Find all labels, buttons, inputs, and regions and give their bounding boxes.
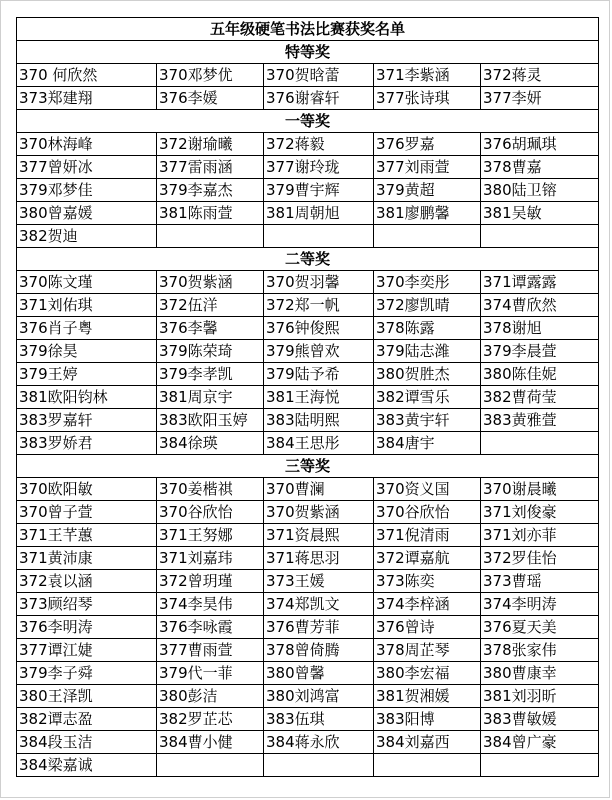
- winner-cell: 377李妍: [481, 87, 599, 110]
- table-row: [17, 593, 599, 616]
- winner-cell: [481, 225, 599, 248]
- winner-cell: 382罗芷芯: [157, 708, 264, 731]
- winner-cell: 379熊曾欢: [264, 340, 374, 363]
- winner-cell: 376曹芳菲: [264, 616, 374, 639]
- winner-cell: 371刘嘉玮: [157, 547, 264, 570]
- award-table: [16, 17, 599, 777]
- winner-cell: 374李梓涵: [374, 593, 481, 616]
- winner-cell: 373曹瑶: [481, 570, 599, 593]
- winner-cell: 381陈雨萱: [157, 202, 264, 225]
- section-header-row: [17, 248, 599, 271]
- winner-cell: 370谷欣怡: [157, 501, 264, 524]
- winner-cell: 382贺迪: [17, 225, 157, 248]
- winner-cell: [157, 225, 264, 248]
- winner-cell: 376李咏霞: [157, 616, 264, 639]
- winner-cell: 372蒋灵: [481, 64, 599, 87]
- winner-cell: 372谢瑜曦: [157, 133, 264, 156]
- table-row: [17, 294, 599, 317]
- winner-cell: 376胡珮琪: [481, 133, 599, 156]
- winner-cell: 379曹宇辉: [264, 179, 374, 202]
- winner-cell: 381贺湘媛: [374, 685, 481, 708]
- table-row: [17, 639, 599, 662]
- table-row: [17, 616, 599, 639]
- winner-cell: 372蒋毅: [264, 133, 374, 156]
- winner-cell: 371倪清雨: [374, 524, 481, 547]
- winner-cell: 384段玉洁: [17, 731, 157, 754]
- winner-cell: 378谢旭: [481, 317, 599, 340]
- winner-cell: 376李媛: [157, 87, 264, 110]
- winner-cell: 376谢睿轩: [264, 87, 374, 110]
- winner-cell: 379陈荣琦: [157, 340, 264, 363]
- winner-cell: 371谭露露: [481, 271, 599, 294]
- winner-cell: 383罗嘉轩: [17, 409, 157, 432]
- winner-cell: 379黄超: [374, 179, 481, 202]
- winner-cell: 370贺羽馨: [264, 271, 374, 294]
- winner-cell: 370资义国: [374, 478, 481, 501]
- winner-cell: 384曾广豪: [481, 731, 599, 754]
- winner-cell: 374郑凯文: [264, 593, 374, 616]
- winner-cell: 377雷雨涵: [157, 156, 264, 179]
- table-row: [17, 340, 599, 363]
- table-row: [17, 478, 599, 501]
- winner-cell: [264, 754, 374, 777]
- winner-cell: 380陆卫镕: [481, 179, 599, 202]
- section-header-row: [17, 455, 599, 478]
- table-row: [17, 317, 599, 340]
- title-row: [17, 18, 599, 41]
- winner-cell: 382谭志盈: [17, 708, 157, 731]
- winner-cell: 380贺胜杰: [374, 363, 481, 386]
- winner-cell: [264, 225, 374, 248]
- winner-cell: 382曹荷莹: [481, 386, 599, 409]
- winner-cell: 379李晨萱: [481, 340, 599, 363]
- winner-cell: 384蒋永欣: [264, 731, 374, 754]
- winner-cell: 378张家伟: [481, 639, 599, 662]
- winner-cell: 370曹澜: [264, 478, 374, 501]
- winner-cell: 379李子舜: [17, 662, 157, 685]
- winner-cell: [374, 225, 481, 248]
- winner-cell: 379李孝凯: [157, 363, 264, 386]
- winner-cell: 374李昊伟: [157, 593, 264, 616]
- winner-cell: 384徐瑛: [157, 432, 264, 455]
- winner-cell: 381王海悦: [264, 386, 374, 409]
- table-row: [17, 179, 599, 202]
- winner-cell: 383欧阳玉婷: [157, 409, 264, 432]
- section-header-row: [17, 41, 599, 64]
- winner-cell: 376曾诗: [374, 616, 481, 639]
- winner-cell: 380曹康幸: [481, 662, 599, 685]
- winner-cell: 376肖子粤: [17, 317, 157, 340]
- winner-cell: 384曹小健: [157, 731, 264, 754]
- winner-cell: 373王媛: [264, 570, 374, 593]
- table-row: [17, 662, 599, 685]
- table-row: [17, 524, 599, 547]
- winner-cell: [374, 754, 481, 777]
- winner-cell: 370欧阳敏: [17, 478, 157, 501]
- winner-cell: 377张诗琪: [374, 87, 481, 110]
- winner-cell: 374李明涛: [481, 593, 599, 616]
- winner-cell: 378周芷琴: [374, 639, 481, 662]
- table-row: [17, 363, 599, 386]
- winner-cell: 379邓梦佳: [17, 179, 157, 202]
- winner-cell: 379陆予希: [264, 363, 374, 386]
- winner-cell: 377刘雨萱: [374, 156, 481, 179]
- winner-cell: 370谢晨曦: [481, 478, 599, 501]
- winner-cell: 370贺晗蕾: [264, 64, 374, 87]
- section-title: 三等奖: [17, 455, 599, 478]
- winner-cell: 383阳博: [374, 708, 481, 731]
- winner-cell: 372廖凯晴: [374, 294, 481, 317]
- winner-cell: 378曾倚腾: [264, 639, 374, 662]
- winner-cell: 380刘鸿富: [264, 685, 374, 708]
- winner-cell: 380彭洁: [157, 685, 264, 708]
- winner-cell: 384王思彤: [264, 432, 374, 455]
- winner-cell: 376李明涛: [17, 616, 157, 639]
- winner-cell: 376罗嘉: [374, 133, 481, 156]
- winner-cell: 381欧阳钧林: [17, 386, 157, 409]
- winner-cell: 380陈佳妮: [481, 363, 599, 386]
- table-row: [17, 386, 599, 409]
- winner-cell: 382谭雪乐: [374, 386, 481, 409]
- table-row: [17, 133, 599, 156]
- winner-cell: [481, 432, 599, 455]
- table-row: [17, 570, 599, 593]
- winner-cell: 380曾嘉媛: [17, 202, 157, 225]
- winner-cell: 383罗娇君: [17, 432, 157, 455]
- table-row: [17, 87, 599, 110]
- winner-cell: 370林海峰: [17, 133, 157, 156]
- winner-cell: 371刘俊豪: [481, 501, 599, 524]
- table-row: [17, 731, 599, 754]
- section-header-row: [17, 110, 599, 133]
- winner-cell: 370李奕彤: [374, 271, 481, 294]
- winner-cell: 383黄雅萱: [481, 409, 599, 432]
- winner-cell: 371王努娜: [157, 524, 264, 547]
- winner-cell: 371蒋思羽: [264, 547, 374, 570]
- table-row: [17, 501, 599, 524]
- table-row: [17, 754, 599, 777]
- winner-cell: 371李紫涵: [374, 64, 481, 87]
- winner-cell: 383曹敏媛: [481, 708, 599, 731]
- table-row: [17, 271, 599, 294]
- winner-cell: 377曹雨萱: [157, 639, 264, 662]
- winner-cell: 372伍洋: [157, 294, 264, 317]
- document-title: 五年级硬笔书法比赛获奖名单: [17, 18, 599, 41]
- winner-cell: 376李馨: [157, 317, 264, 340]
- winner-cell: 371黄沛康: [17, 547, 157, 570]
- winner-cell: 370姜楷祺: [157, 478, 264, 501]
- section-title: 特等奖: [17, 41, 599, 64]
- table-row: [17, 708, 599, 731]
- winner-cell: 372谭嘉航: [374, 547, 481, 570]
- winner-cell: 378曹嘉: [481, 156, 599, 179]
- winner-cell: 381周京宇: [157, 386, 264, 409]
- winner-cell: 381刘羽昕: [481, 685, 599, 708]
- winner-cell: 381廖鹏馨: [374, 202, 481, 225]
- winner-cell: 379李嘉杰: [157, 179, 264, 202]
- winner-cell: 379王婷: [17, 363, 157, 386]
- winner-cell: [481, 754, 599, 777]
- winner-cell: 371刘佑琪: [17, 294, 157, 317]
- winner-cell: 377谭江婕: [17, 639, 157, 662]
- winner-cell: 380李宏福: [374, 662, 481, 685]
- winner-cell: 378陈露: [374, 317, 481, 340]
- winner-cell: 370谷欣怡: [374, 501, 481, 524]
- winner-cell: 383伍琪: [264, 708, 374, 731]
- winner-cell: 379徐昊: [17, 340, 157, 363]
- winner-cell: 370曾子萱: [17, 501, 157, 524]
- winner-cell: 371王芊蕙: [17, 524, 157, 547]
- winner-cell: 379代一菲: [157, 662, 264, 685]
- table-row: [17, 547, 599, 570]
- table-row: [17, 225, 599, 248]
- winner-cell: 371刘亦菲: [481, 524, 599, 547]
- winner-cell: 370邓梦优: [157, 64, 264, 87]
- table-row: [17, 685, 599, 708]
- winner-cell: 384梁嘉诚: [17, 754, 157, 777]
- winner-cell: 373顾绍琴: [17, 593, 157, 616]
- winner-cell: 380王泽凯: [17, 685, 157, 708]
- table-row: [17, 409, 599, 432]
- winner-cell: 380曾馨: [264, 662, 374, 685]
- winner-cell: 372袁以涵: [17, 570, 157, 593]
- winner-cell: 373陈奕: [374, 570, 481, 593]
- winner-cell: 372罗佳怡: [481, 547, 599, 570]
- table-row: [17, 64, 599, 87]
- winner-cell: 370 何欣然: [17, 64, 157, 87]
- winner-cell: 381周朝旭: [264, 202, 374, 225]
- winner-cell: 384刘嘉西: [374, 731, 481, 754]
- section-title: 一等奖: [17, 110, 599, 133]
- winner-cell: 384唐宇: [374, 432, 481, 455]
- winner-cell: 377曾妍冰: [17, 156, 157, 179]
- winner-cell: 376钟俊熙: [264, 317, 374, 340]
- winner-cell: [157, 754, 264, 777]
- winner-cell: 377谢玲珑: [264, 156, 374, 179]
- winner-cell: 370陈文瑾: [17, 271, 157, 294]
- winner-cell: 381吴敏: [481, 202, 599, 225]
- section-title: 二等奖: [17, 248, 599, 271]
- winner-cell: 383黄宇轩: [374, 409, 481, 432]
- winner-cell: 373郑建翔: [17, 87, 157, 110]
- winner-cell: 371资晨熙: [264, 524, 374, 547]
- winner-cell: 376夏天美: [481, 616, 599, 639]
- winner-cell: 370贺紫涵: [264, 501, 374, 524]
- table-row: [17, 202, 599, 225]
- winner-cell: 370贺紫涵: [157, 271, 264, 294]
- winner-cell: 379陆志潍: [374, 340, 481, 363]
- winner-cell: 372曾玥瑾: [157, 570, 264, 593]
- table-row: [17, 156, 599, 179]
- winner-cell: 372郑一帆: [264, 294, 374, 317]
- winner-cell: 374曹欣然: [481, 294, 599, 317]
- winner-cell: 383陆明熙: [264, 409, 374, 432]
- table-row: [17, 432, 599, 455]
